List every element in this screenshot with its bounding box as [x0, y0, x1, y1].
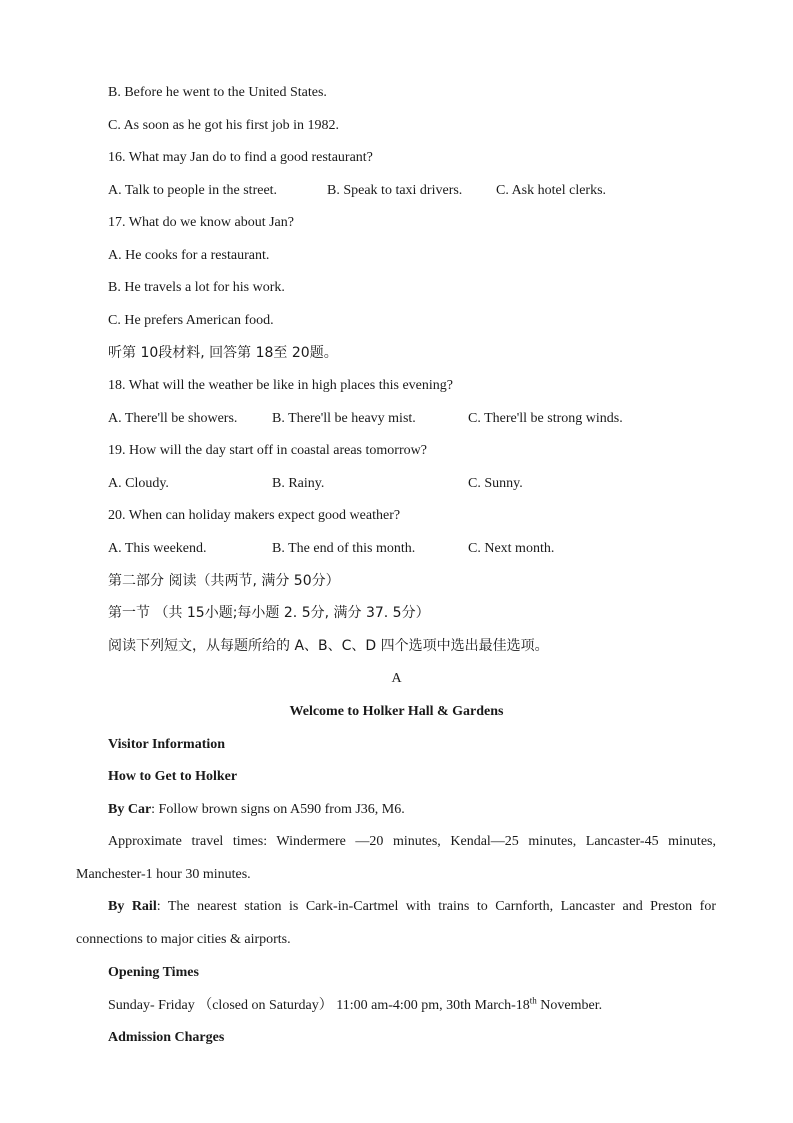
q15-option-c: C. As soon as he got his first job in 1982. [108, 118, 340, 133]
q19-option-b: B. Rainy. [272, 476, 325, 491]
by-car-text: : Follow brown signs on A590 from J36, M6. [151, 802, 405, 817]
q16-stem: 16. What may Jan do to find a good restaurant? [108, 150, 373, 165]
q17-stem: 17. What do we know about Jan? [108, 215, 294, 230]
by-rail-text: : The nearest station is Cark-in-Cartmel with trains to Carnforth, Lancaster and Preston for connections to major cities & airports. [76, 899, 716, 947]
q16-option-a: A. Talk to people in the street. [108, 183, 278, 198]
visitor-info-heading: Visitor Information [108, 737, 226, 752]
travel-times-paragraph: Approximate travel times: Windermere —20 minutes, Kendal—25 minutes, Lancaster-45 minutes, Manchester-1 hour 30 minutes. [76, 834, 716, 882]
q20-stem: 20. When can holiday makers expect good weather? [108, 508, 401, 523]
part2-section1-heading: 第一节 （共 15小题;每小题 2. 5分, 满分 37. 5分） [108, 605, 430, 621]
q18-stem: 18. What will the weather be like in high places this evening? [108, 378, 453, 393]
part2-title: 第二部分 阅读（共两节, 满分 50分） [108, 573, 340, 589]
q19-stem: 19. How will the day start off in coastal areas tomorrow? [108, 443, 427, 458]
opening-text-sup: th [529, 995, 537, 1006]
q18-option-b: B. There'll be heavy mist. [272, 411, 416, 426]
q20-option-b: B. The end of this month. [272, 541, 416, 556]
q20-option-a: A. This weekend. [108, 541, 207, 556]
passage-title: Welcome to Holker Hall & Gardens [289, 704, 504, 719]
q18-option-c: C. There'll be strong winds. [468, 411, 623, 426]
q17-option-c: C. He prefers American food. [108, 313, 274, 328]
q16-option-c: C. Ask hotel clerks. [496, 183, 607, 198]
q20-option-c: C. Next month. [468, 541, 555, 556]
q17-option-a: A. He cooks for a restaurant. [108, 248, 270, 263]
q15-option-b: B. Before he went to the United States. [108, 85, 327, 100]
passage-letter: A [391, 671, 402, 686]
admission-charges-heading: Admission Charges [108, 1030, 225, 1045]
how-to-get-heading: How to Get to Holker [108, 769, 238, 784]
opening-text-pre: Sunday- Friday （closed on Saturday） 11:00 am-4:00 pm, 30th March-18 [108, 998, 530, 1013]
by-rail-label: By Rail [108, 899, 157, 914]
q18-option-a: A. There'll be showers. [108, 411, 238, 426]
q16-option-b: B. Speak to taxi drivers. [327, 183, 463, 198]
q17-option-b: B. He travels a lot for his work. [108, 280, 285, 295]
q19-option-c: C. Sunny. [468, 476, 523, 491]
q19-option-a: A. Cloudy. [108, 476, 169, 491]
by-car-label: By Car [108, 802, 152, 817]
part2-instruction: 阅读下列短文，从每题所给的 A、B、C、D 四个选项中选出最佳选项。 [108, 638, 549, 654]
by-rail-paragraph [76, 891, 716, 956]
opening-times-text [108, 997, 602, 1015]
opening-text-post: November. [536, 998, 603, 1013]
opening-times-heading: Opening Times [108, 965, 199, 980]
by-car-line [108, 801, 405, 819]
section-10-heading: 听第 10段材料, 回答第 18至 20题。 [108, 345, 338, 361]
